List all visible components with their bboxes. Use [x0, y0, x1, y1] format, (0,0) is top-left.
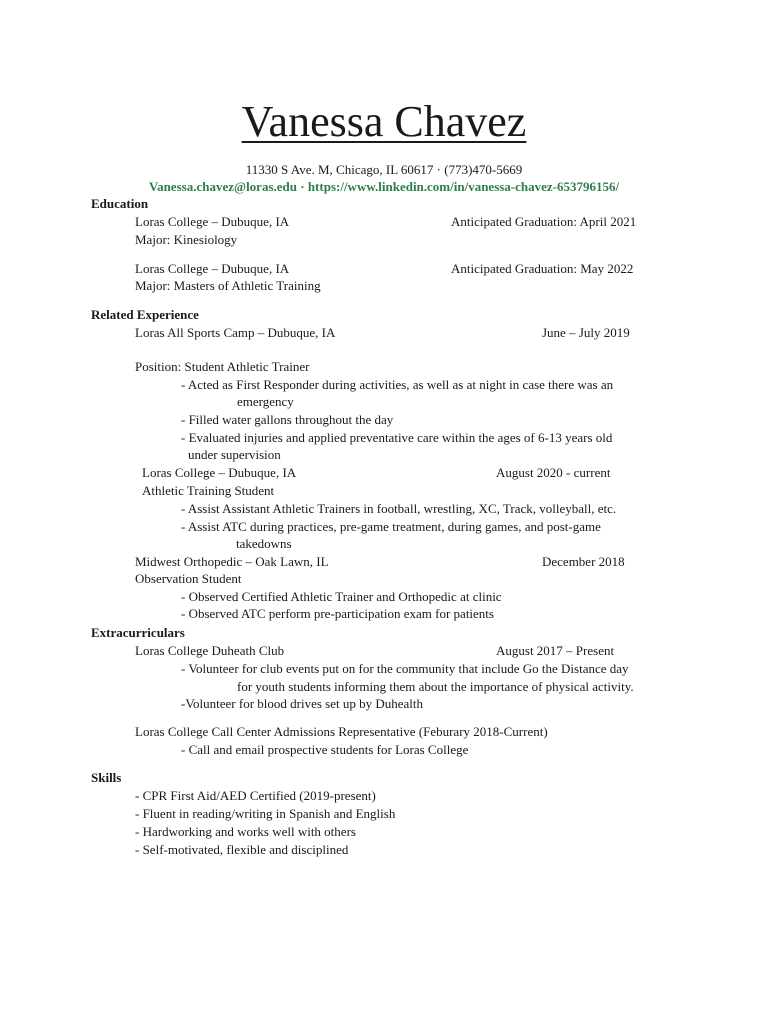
skills-heading: Skills: [91, 770, 122, 785]
camp-date: June – July 2019: [542, 325, 630, 340]
ortho-date: December 2018: [542, 554, 625, 569]
camp-position: Position: Student Athletic Trainer: [135, 359, 310, 374]
ortho-org: Midwest Orthopedic – Oak Lawn, IL: [135, 554, 329, 569]
contact-line[interactable]: Vanessa.chavez@loras.edu · https://www.linkedin.com/in/vanessa-chavez-653796156/: [148, 179, 620, 194]
education-date-1: Anticipated Graduation: April 2021: [451, 214, 637, 229]
ortho-role: Observation Student: [135, 571, 242, 586]
club-bullet-1a: - Volunteer for club events put on for the community that include Go the Distance day: [181, 661, 629, 676]
skill-item: - Fluent in reading/writing in Spanish and English: [135, 806, 396, 821]
college-bullet-2b: takedowns: [236, 536, 292, 551]
ortho-bullet-2: - Observed ATC perform pre-participation exam for patients: [181, 606, 494, 621]
education-date-2: Anticipated Graduation: May 2022: [451, 261, 634, 276]
college-role: Athletic Training Student: [142, 483, 275, 498]
college-bullet-2a: - Assist ATC during practices, pre-game treatment, during games, and post-game: [181, 519, 601, 534]
skill-item: - Hardworking and works well with others: [135, 824, 356, 839]
callcenter-org: Loras College Call Center Admissions Representative (Feburary 2018-Current): [135, 724, 548, 739]
camp-org: Loras All Sports Camp – Dubuque, IA: [135, 325, 336, 340]
address-line: 11330 S Ave. M, Chicago, IL 60617 · (773)470-5669: [245, 162, 523, 177]
club-org: Loras College Duheath Club: [135, 643, 285, 658]
camp-bullet-1a: - Acted as First Responder during activities, as well as at night in case there was an: [181, 377, 614, 392]
skill-item: - Self-motivated, flexible and disciplined: [135, 842, 349, 857]
college-org: Loras College – Dubuque, IA: [142, 465, 297, 480]
camp-bullet-3a: - Evaluated injuries and applied preventative care within the ages of 6-13 years old: [181, 430, 613, 445]
camp-bullet-1b: emergency: [237, 394, 294, 409]
club-bullet-1b: for youth students informing them about the importance of physical activity.: [237, 679, 634, 694]
education-heading: Education: [91, 196, 149, 211]
club-date: August 2017 – Present: [496, 643, 615, 658]
education-org-1: Loras College – Dubuque, IA: [135, 214, 290, 229]
education-org-2: Loras College – Dubuque, IA: [135, 261, 290, 276]
education-major-1: Major: Kinesiology: [135, 232, 238, 247]
experience-heading: Related Experience: [91, 307, 199, 322]
resume-name: Vanessa Chavez: [241, 97, 527, 146]
skill-item: - CPR First Aid/AED Certified (2019-present): [135, 788, 376, 803]
extracurriculars-heading: Extracurriculars: [91, 625, 185, 640]
ortho-bullet-1: - Observed Certified Athletic Trainer and Orthopedic at clinic: [181, 589, 502, 604]
college-bullet-1: - Assist Assistant Athletic Trainers in football, wrestling, XC, Track, volleyball, etc.: [181, 501, 617, 516]
callcenter-bullet-1: - Call and email prospective students for Loras College: [181, 742, 469, 757]
club-bullet-2: -Volunteer for blood drives set up by Duhealth: [181, 696, 424, 711]
education-major-2: Major: Masters of Athletic Training: [135, 278, 321, 293]
college-date: August 2020 - current: [496, 465, 611, 480]
camp-bullet-2: - Filled water gallons throughout the day: [181, 412, 394, 427]
camp-bullet-3b: under supervision: [188, 447, 281, 462]
